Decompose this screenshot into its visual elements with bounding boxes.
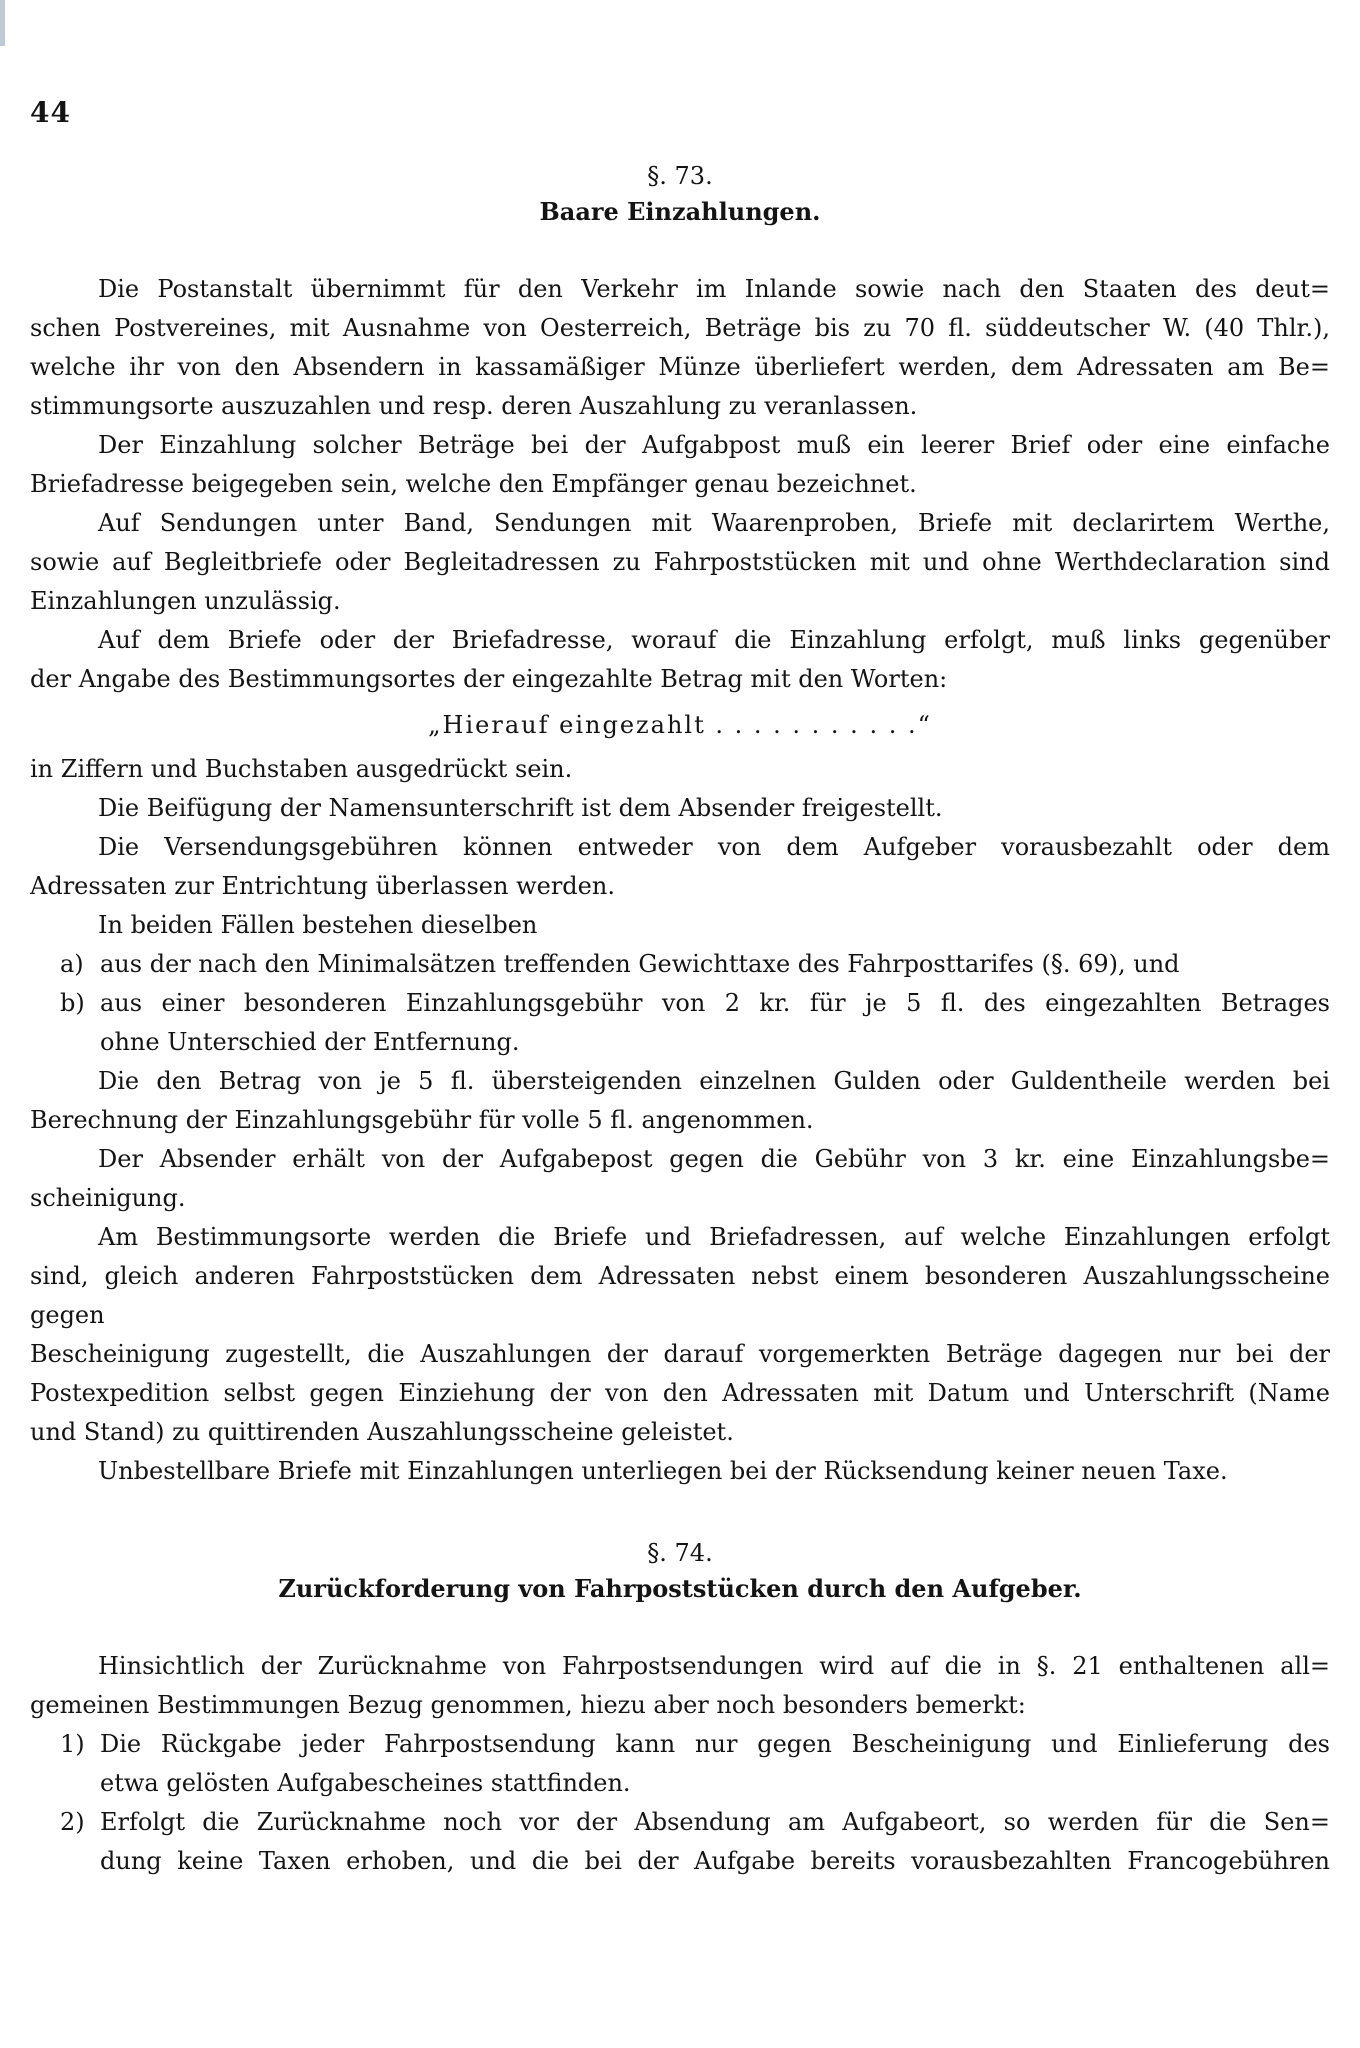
page-number: 44: [30, 96, 71, 129]
text-line: Berechnung der Einzahlungsgebühr für volle 5 fl. angenommen.: [30, 1106, 814, 1134]
text-line: Auf dem Briefe oder der Briefadresse, worauf die Einzahlung erfolgt, muß links gegenüber: [98, 626, 1330, 654]
list-item: [30, 1803, 1330, 1881]
text-line: Bescheinigung zugestellt, die Auszahlungen der darauf vorgemerkten Beträge dagegen nur bei der: [30, 1340, 1330, 1368]
text-line: und Stand) zu quittirenden Auszahlungsscheine geleistet.: [30, 1418, 734, 1446]
list-item-label: b): [60, 989, 85, 1017]
text-line: sowie auf Begleitbriefe oder Begleitadressen zu Fahrpoststücken mit und ohne Werthdeclaration sind: [30, 548, 1330, 576]
text-line: scheinigung.: [30, 1184, 186, 1212]
section-heading-number: §. 73.: [647, 162, 713, 190]
page-content: [30, 160, 1330, 1881]
text-line: Adressaten zur Entrichtung überlassen werden.: [30, 872, 615, 900]
text-line: der Angabe des Bestimmungsortes der eingezahlte Betrag mit den Worten:: [30, 665, 948, 693]
section-heading-title: Zurückforderung von Fahrpoststücken durch den Aufgeber.: [278, 1574, 1082, 1603]
text-line: Briefadresse beigegeben sein, welche den Empfänger genau bezeichnet.: [30, 470, 917, 498]
text-line: Die Versendungsgebühren können entweder von dem Aufgeber vorausbezahlt oder dem: [98, 833, 1330, 861]
text-line: welche ihr von den Absendern in kassamäßiger Münze überliefert werden, dem Adressaten am Be=: [30, 353, 1330, 381]
list-item: [30, 1725, 1330, 1803]
list-item: [30, 984, 1330, 1062]
list-item-label: 2): [60, 1808, 85, 1836]
text-line: Unbestellbare Briefe mit Einzahlungen unterliegen bei der Rücksendung keiner neuen Taxe.: [98, 1457, 1228, 1485]
scan-edge-artifact: [0, 0, 5, 46]
list-item-line: Erfolgt die Zurücknahme noch vor der Absendung am Aufgabeort, so werden für die Sen=: [100, 1808, 1330, 1836]
list-item-line: dung keine Taxen erhoben, und die bei der Aufgabe bereits vorausbezahlten Francogebühren: [100, 1847, 1330, 1875]
text-line: Der Absender erhält von der Aufgabepost gegen die Gebühr von 3 kr. eine Einzahlungsbe=: [98, 1145, 1330, 1173]
section: [30, 160, 1330, 1491]
text-line: stimmungsorte auszuzahlen und resp. deren Auszahlung zu veranlassen.: [30, 392, 918, 420]
text-line: Die den Betrag von je 5 fl. übersteigenden einzelnen Gulden oder Guldentheile werden bei: [98, 1067, 1330, 1095]
section: [30, 1537, 1330, 1881]
text-line: schen Postvereines, mit Ausnahme von Oesterreich, Beträge bis zu 70 fl. süddeutscher W. (40 Thlr.),: [30, 314, 1330, 342]
list-item-label: a): [60, 950, 84, 978]
text-line: In beiden Fällen bestehen dieselben: [98, 911, 538, 939]
text-line: Auf Sendungen unter Band, Sendungen mit Waarenproben, Briefe mit declarirtem Werthe,: [98, 509, 1330, 537]
text-line: in Ziffern und Buchstaben ausgedrückt sein.: [30, 755, 573, 783]
list-item: [30, 945, 1330, 984]
text-line: Hinsichtlich der Zurücknahme von Fahrpostsendungen wird auf die in §. 21 enthaltenen all=: [98, 1652, 1330, 1680]
text-line: Der Einzahlung solcher Beträge bei der Aufgabpost muß ein leerer Brief oder eine einfache: [98, 431, 1330, 459]
list-item-line: aus der nach den Minimalsätzen treffenden Gewichttaxe des Fahrposttarifes (§. 69), und: [100, 950, 1180, 978]
list-item-line: aus einer besonderen Einzahlungsgebühr von 2 kr. für je 5 fl. des eingezahlten Betrages: [100, 989, 1330, 1017]
list-item-line: etwa gelösten Aufgabescheines stattfinden.: [100, 1769, 631, 1797]
text-line: gemeinen Bestimmungen Bezug genommen, hiezu aber noch besonders bemerkt:: [30, 1691, 1026, 1719]
text-line: Am Bestimmungsorte werden die Briefe und Briefadressen, auf welche Einzahlungen erfolgt: [98, 1223, 1330, 1251]
text-line: Einzahlungen unzulässig.: [30, 587, 341, 615]
text-line: sind, gleich anderen Fahrpoststücken dem Adressaten nebst einem besonderen Auszahlungsscheine gegen: [30, 1262, 1330, 1329]
text-line: Die Beifügung der Namensunterschrift ist dem Absender freigestellt.: [98, 794, 943, 822]
list-item-label: 1): [60, 1730, 85, 1758]
section-body: [30, 1647, 1330, 1881]
section-heading-title: Baare Einzahlungen.: [539, 197, 821, 226]
quote-line: „Hierauf eingezahlt . . . . . . . . . . .“: [428, 711, 932, 739]
list-item-line: ohne Unterschied der Entfernung.: [100, 1028, 520, 1056]
section-heading-number: §. 74.: [647, 1539, 713, 1567]
text-line: Postexpedition selbst gegen Einziehung der von den Adressaten mit Datum und Unterschrift (Name: [30, 1379, 1330, 1407]
text-line: Die Postanstalt übernimmt für den Verkehr im Inlande sowie nach den Staaten des deut=: [98, 275, 1330, 303]
list-item-line: Die Rückgabe jeder Fahrpostsendung kann nur gegen Bescheinigung und Einlieferung des: [100, 1730, 1330, 1758]
section-body: [30, 270, 1330, 1491]
